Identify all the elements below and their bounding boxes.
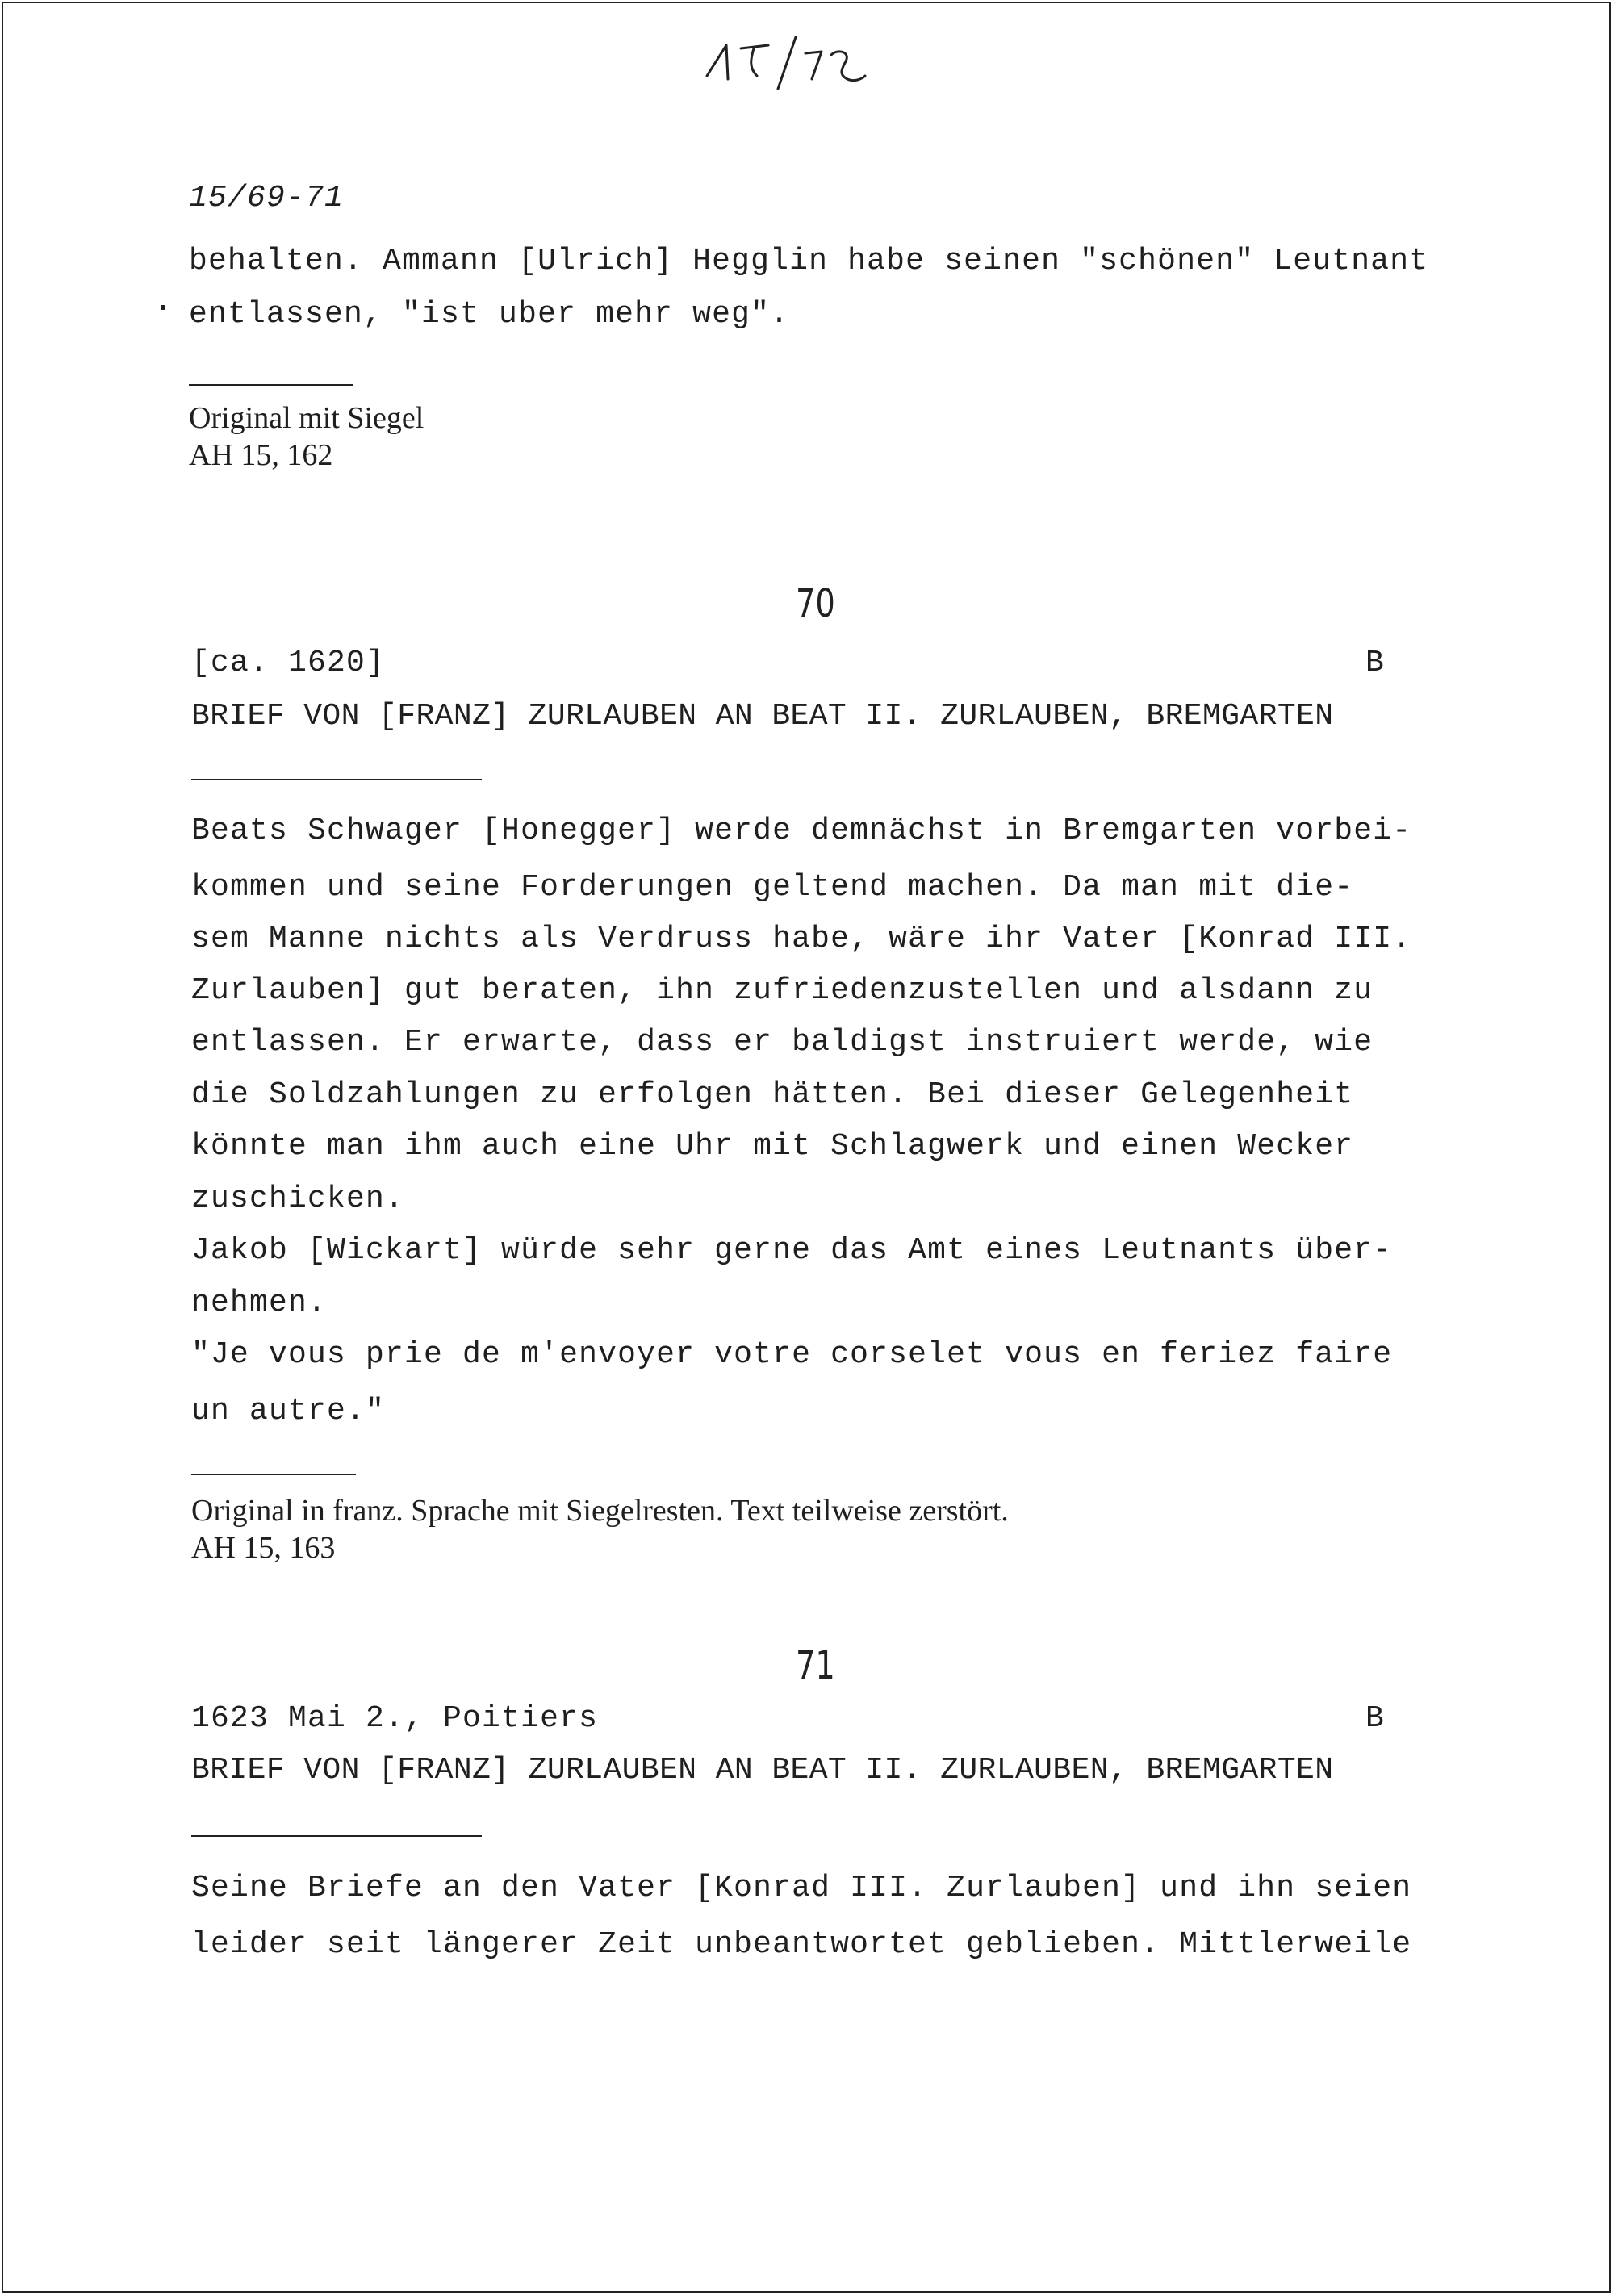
entry-70-body-line-8: zuschicken. bbox=[191, 1181, 405, 1216]
entry-71-body-line-1: Seine Briefe an den Vater [Konrad III. Zurlauben] und ihn seien bbox=[191, 1871, 1412, 1905]
entry-71-title: BRIEF VON [FRANZ] ZURLAUBEN AN BEAT II. ZURLAUBEN, BREMGARTEN bbox=[191, 1753, 1334, 1788]
note-line-original: Original mit Siegel bbox=[189, 401, 424, 435]
entry-71-code: B bbox=[1365, 1701, 1386, 1736]
note-line-archive-ref: AH 15, 162 bbox=[189, 438, 333, 472]
entry-70-code: B bbox=[1365, 646, 1386, 680]
note-divider-1 bbox=[189, 384, 353, 386]
page-reference: 15/69-71 bbox=[189, 181, 345, 215]
margin-dot bbox=[161, 305, 165, 310]
entry-70-note-archive-ref: AH 15, 163 bbox=[191, 1531, 336, 1565]
entry-70-note-original: Original in franz. Sprache mit Siegelresten. Text teilweise zerstört. bbox=[191, 1494, 1009, 1528]
entry-71-title-divider bbox=[191, 1835, 482, 1837]
entry-70-body-line-7: könnte man ihm auch eine Uhr mit Schlagwerk und einen Wecker bbox=[191, 1129, 1354, 1164]
entry-71-date: 1623 Mai 2., Poitiers bbox=[191, 1701, 599, 1736]
entry-70-body-line-5: entlassen. Er erwarte, dass er baldigst instruiert werde, wie bbox=[191, 1025, 1374, 1060]
entry-70-date: [ca. 1620] bbox=[191, 646, 386, 680]
continued-line-1: behalten. Ammann [Ulrich] Hegglin habe seinen "schönen" Leutnant bbox=[189, 244, 1429, 278]
entry-70-body-line-6: die Soldzahlungen zu erfolgen hätten. Bei dieser Gelegenheit bbox=[191, 1077, 1354, 1112]
entry-70-body-line-3: sem Manne nichts als Verdruss habe, wäre ihr Vater [Konrad III. bbox=[191, 922, 1412, 956]
entry-70-body-line-1: Beats Schwager [Honegger] werde demnächst in Bremgarten vorbei- bbox=[191, 813, 1412, 848]
entry-71-body-line-2: leider seit längerer Zeit unbeantwortet geblieben. Mittlerweile bbox=[191, 1927, 1412, 1962]
entry-70-note-divider bbox=[191, 1474, 356, 1475]
entry-70-title-divider bbox=[191, 779, 482, 780]
handwritten-archive-number bbox=[700, 31, 886, 95]
entry-70-title: BRIEF VON [FRANZ] ZURLAUBEN AN BEAT II. ZURLAUBEN, BREMGARTEN bbox=[191, 699, 1334, 734]
entry-70-body-line-2: kommen und seine Forderungen geltend machen. Da man mit die- bbox=[191, 870, 1354, 905]
entry-70-body-line-11: "Je vous prie de m'envoyer votre corselet vous en feriez faire bbox=[191, 1337, 1393, 1372]
entry-70-body-line-12: un autre." bbox=[191, 1394, 386, 1428]
entry-70-body-line-4: Zurlauben] gut beraten, ihn zufriedenzustellen und alsdann zu bbox=[191, 973, 1374, 1008]
entry-70-body-line-10: nehmen. bbox=[191, 1286, 328, 1320]
entry-number-70: 70 bbox=[796, 581, 835, 626]
entry-number-71: 71 bbox=[796, 1643, 835, 1688]
continued-line-2: entlassen, "ist uber mehr weg". bbox=[189, 297, 790, 332]
entry-70-body-line-9: Jakob [Wickart] würde sehr gerne das Amt eines Leutnants über- bbox=[191, 1233, 1393, 1268]
